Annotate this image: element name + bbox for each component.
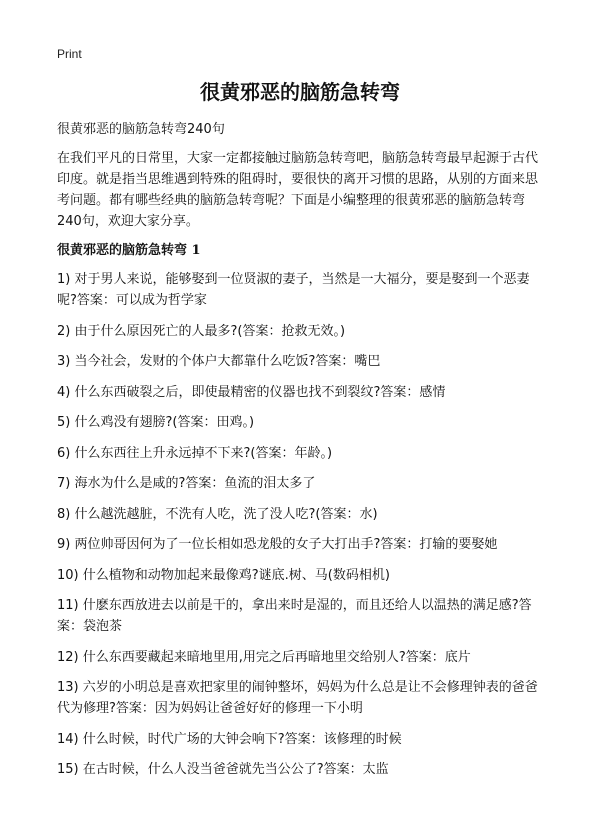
list-item: 7) 海水为什么是咸的?答案：鱼流的泪太多了 [57, 476, 316, 491]
list-item: 14) 什么时候，时代广场的大钟会响下?答案：该修理的时候 [57, 731, 402, 747]
list-item: 10) 什么植物和动物加起来最像鸡?谜底.树、马(数码相机) [57, 567, 390, 583]
riddle-list [57, 269, 545, 780]
list-item: 13) 六岁的小明总是喜欢把家里的闹钟整坏，妈妈为什么总是让不会修理钟表的爸爸代为修理?答案：因为妈妈让爸爸好好的修理一下小明 [57, 680, 538, 716]
list-item: 12) 什么东西要藏起来暗地里用,用完之后再暗地里交给别人?答案：底片 [57, 649, 471, 665]
list-item: 5) 什么鸡没有翅膀?(答案：田鸡。) [57, 415, 255, 430]
list-item: 3) 当今社会，发财的个体户大都靠什么吃饭?答案：嘴巴 [57, 354, 381, 369]
list-item: 6) 什么东西往上升永远掉不下来?(答案：年龄。) [57, 445, 333, 461]
list-item: 9) 两位帅哥因何为了一位长相如恐龙般的女子大打出手?答案：打输的要娶她 [57, 537, 498, 552]
list-item: 1) 对于男人来说，能够娶到一位贤淑的妻子，当然是一大福分，要是娶到一个恶妻呢?答案：可以成为哲学家 [57, 272, 530, 308]
list-item: 2) 由于什么原因死亡的人最多?(答案：抢救无效。) [57, 323, 346, 339]
list-item: 8) 什么越洗越脏，不洗有人吃，洗了没人吃?(答案：水) [57, 506, 378, 522]
list-item: 4) 什么东西破裂之后，即使最精密的仪器也找不到裂纹?答案：感情 [57, 384, 446, 400]
print-label: Print [57, 47, 82, 61]
list-item: 15) 在古时候，什么人没当爸爸就先当公公了?答案：太监 [57, 762, 389, 777]
list-item: 11) 什麽东西放进去以前是干的，拿出来时是湿的，而且还给人以温热的满足感?答案：袋泡茶 [57, 598, 532, 634]
page-title: 很黄邪恶的脑筋急转弯 [200, 80, 400, 104]
intro-paragraph: 在我们平凡的日常里，大家一定都接触过脑筋急转弯吧，脑筋急转弯最早起源于古代印度。就是指当思维遇到特殊的阻碍时，要很快的离开习惯的思路，从别的方面来思考问题。都有哪些经典的脑筋急转弯呢？下面是小编整理的很黄邪恶的脑筋急转弯240句，欢迎大家分享。 [57, 151, 539, 229]
section-heading: 很黄邪恶的脑筋急转弯 1 [57, 243, 201, 258]
document-body [57, 119, 545, 790]
document-subtitle: 很黄邪恶的脑筋急转弯240句 [57, 122, 225, 137]
